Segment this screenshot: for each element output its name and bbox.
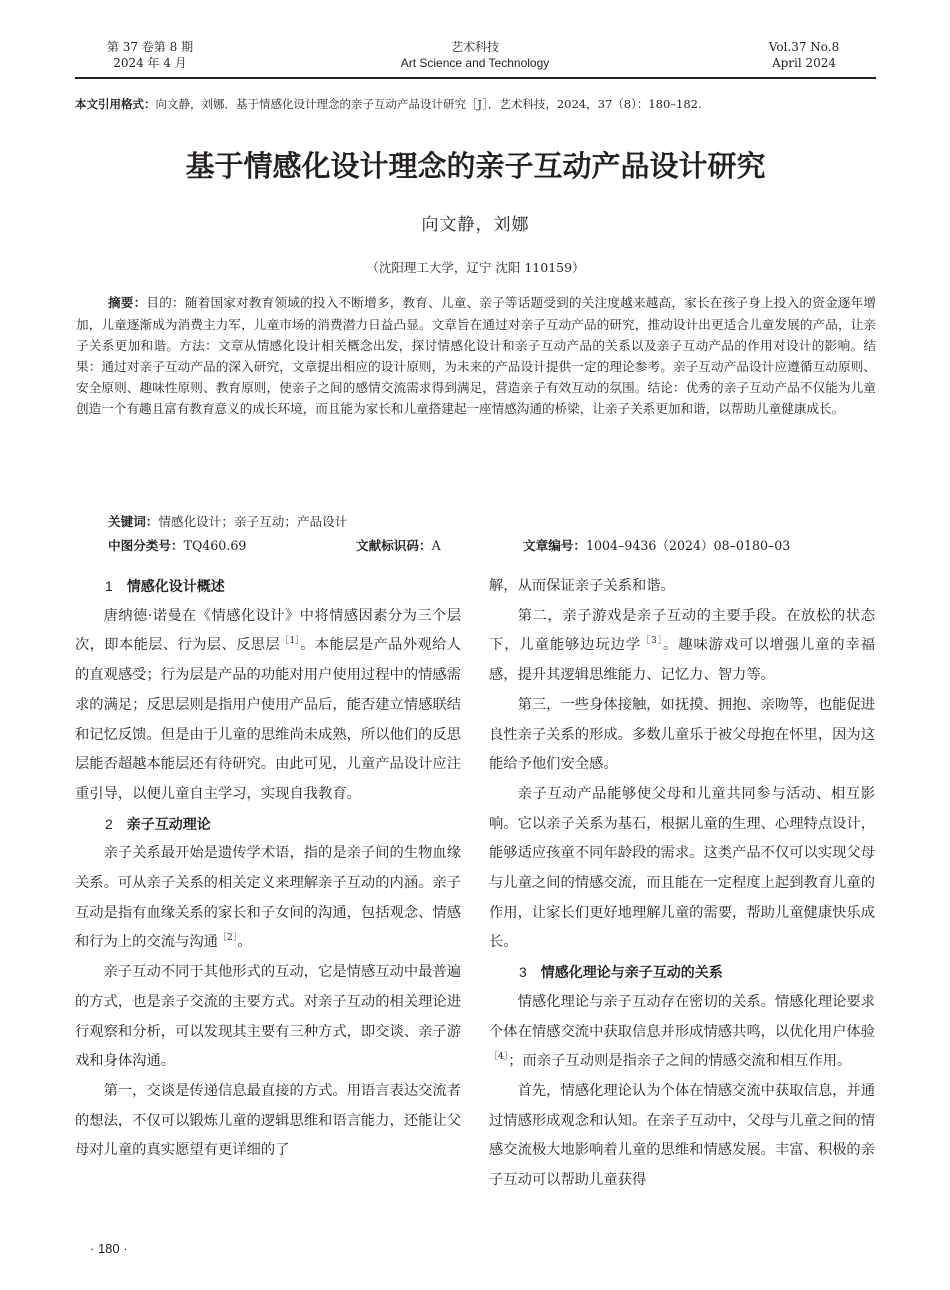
clc-label: 中图分类号： — [108, 539, 184, 553]
paragraph: 第三，一些身体接触，如抚摸、拥抱、亲吻等，也能促进良性亲子关系的形成。多数儿童乐于被父母抱在怀里，因为这能给予他们安全感。 — [489, 696, 876, 773]
paper-title: 基于情感化设计理念的亲子互动产品设计研究 — [185, 151, 766, 183]
article-number-value: 1004–9436（2024）08–0180–03 — [585, 538, 791, 553]
abstract-text: 目的：随着国家对教育领域的投入不断增多，教育、儿童、亲子等话题受到的关注度越来越高，家长在孩子身上投入的资金逐年增加，儿童逐渐成为消费主力军，儿童市场的消费潜力日益凸显。文章旨在通过对亲子互动产品的研究，推动设计出更适合儿童发展的产品，让亲子关系更加和谐。方法：文章从情感化设计相关概念出发，探讨情感化设计和亲子互动产品的关系以及亲子互动产品的作用对设计的影响。结果：通过对亲子互动产品的深入研究，文章提出相应的设计原则，为未来的产品设计提供一定的理论参考。亲子互动产品设计应遵循互动原则、安全原则、趣味性原则、教育原则，使亲子之间的感情交流需求得到满足，营造亲子有效互动的氛围。结论：优秀的亲子互动产品不仅能为儿童创造一个有趣且富有教育意义的成长环境，而且能为家长和儿童搭建起一座情感沟通的桥梁，让亲子关系更加和谐，以帮助儿童健康成长。 — [76, 295, 877, 417]
paragraph-text: 第二，亲子游戏是亲子互动的主要手段。在放松的状态下，儿童能够边玩边学 — [489, 607, 875, 654]
paragraph-text: 亲子关系最开始是遗传学术语，指的是亲子间的生物血缘关系。可从亲子关系的相关定义来理解亲子互动的内涵。亲子互动是指有血缘关系的家长和子女间的沟通，包括观念、情感和行为上的交流与沟通 — [75, 845, 462, 951]
citation-ref: ［4］ — [489, 1052, 509, 1063]
document-code — [356, 536, 441, 556]
paragraph — [75, 602, 461, 810]
citation-ref: ［1］ — [280, 636, 301, 647]
section-title: 情感化理论与亲子互动的关系 — [540, 964, 723, 981]
paragraph-text: 。本能层是产品外观给人的直观感受；行为层是产品的功能对用户使用过程中的情感需求的满足；反思层则是指用户使用产品后，能否建立情感联结和记忆反馈。但是由于儿童的思维尚未成熟，所以他们的反思层能否超越本能层还有待研究。由此可见，儿童产品设计应注重引导，以便儿童自主学习，实现自我教育。 — [75, 637, 462, 802]
citation-format — [75, 95, 876, 114]
clc-number — [108, 536, 246, 556]
author-affiliation: （沈阳理工大学，辽宁 沈阳 110159） — [366, 260, 585, 275]
section-number: 3 — [519, 964, 527, 981]
abstract — [76, 292, 876, 420]
left-column — [75, 572, 461, 1166]
paragraph-text: 唐纳德·诺曼在《情感化设计》中将情感因素分为三个层次，即本能层、行为层、反思层 — [75, 607, 461, 654]
section-heading-3 — [489, 958, 875, 988]
volume-issue-en: Vol.37 No.8 — [768, 40, 840, 54]
citation-ref: ［2］ — [217, 933, 238, 944]
paragraph-text: ；而亲子互动则是指亲子之间的情感交流和相互作用。 — [508, 1053, 852, 1070]
paragraph: 亲子互动不同于其他形式的互动，它是情感互动中最普遍的方式，也是亲子交流的主要方式。对亲子互动的相关理论进行观察和分析，可以发现其主要有三种方式，即交谈、亲子游戏和身体沟通。 — [75, 964, 462, 1070]
paragraph-continued: 解，从而保证亲子关系和谐。 — [489, 578, 675, 594]
citation-ref: ［3］ — [641, 636, 664, 647]
paragraph: 第一，交谈是传递信息最直接的方式。用语言表达交流者的想法，不仅可以锻炼儿童的逻辑思维和语言能力，还能让父母对儿童的真实愿望有更详细的了 — [75, 1082, 462, 1159]
paragraph: 首先，情感化理论认为个体在情感交流中获取信息，并通过情感形成观念和认知。在亲子互动中，父母与儿童之间的情感交流极大地影响着儿童的思维和情感发展。丰富、积极的亲子互动可以帮助儿童获得 — [489, 1082, 876, 1189]
clc-value: TQ460.69 — [183, 538, 247, 553]
article-number — [523, 536, 790, 556]
journal-name-en: Art Science and Technology — [400, 56, 550, 70]
section-number: 2 — [105, 815, 113, 832]
journal-name — [375, 39, 575, 71]
keywords — [108, 512, 347, 532]
issue-date: 2024 年 4 月 — [113, 56, 187, 70]
paragraph: 亲子互动产品能够使父母和儿童共同参与活动、相互影响。它以亲子关系为基石，根据儿童的生理、心理特点设计，能够适应孩童不同年龄段的需求。这类产品不仅可以实现父母与儿童之间的情感交流，而且能在一定程度上起到教育儿童的作用，让家长们更好地理解儿童的需要，帮助儿童健康快乐成长。 — [489, 785, 876, 951]
keywords-label: 关键词： — [108, 515, 159, 529]
right-column — [489, 572, 875, 1196]
paragraph-text: 。趣味游戏可以增强儿童的幸福感，提升其逻辑思维能力、记忆力、智力等。 — [489, 637, 876, 684]
keywords-text: 情感化设计；亲子互动；产品设计 — [158, 514, 348, 529]
citation-text: 向文静，刘娜．基于情感化设计理念的亲子互动产品设计研究［J］．艺术科技，2024，37（8）：180–182. — [155, 97, 702, 111]
paragraph-text: 。 — [237, 934, 252, 951]
journal-volume-en — [754, 39, 854, 71]
page-number: · 180 · — [90, 1241, 128, 1256]
section-title: 亲子互动理论 — [126, 815, 211, 832]
paragraph — [75, 839, 461, 958]
paper-authors: 向文静，刘娜 — [421, 215, 530, 235]
paragraph — [489, 988, 875, 1077]
section-heading-1 — [75, 572, 461, 602]
citation-label: 本文引用格式： — [75, 99, 156, 111]
article-number-label: 文章编号： — [523, 539, 586, 553]
doc-code-label: 文献标识码： — [356, 539, 432, 553]
section-title: 情感化设计概述 — [126, 578, 225, 594]
journal-volume-issue — [102, 39, 198, 71]
header-rule — [75, 77, 876, 79]
doc-code-value: A — [431, 538, 441, 553]
journal-name-cn: 艺术科技 — [450, 40, 499, 54]
paragraph — [489, 602, 875, 691]
volume-issue: 第 37 卷第 8 期 — [106, 40, 194, 54]
paragraph-text: 情感化理论与亲子互动存在密切的关系。情感化理论要求个体在情感交流中获取信息并形成情感共鸣，以优化用户体验 — [489, 993, 876, 1040]
abstract-label: 摘要： — [108, 296, 147, 310]
section-number: 1 — [105, 578, 113, 594]
issue-date-en: April 2024 — [771, 56, 837, 70]
section-heading-2 — [75, 810, 461, 840]
